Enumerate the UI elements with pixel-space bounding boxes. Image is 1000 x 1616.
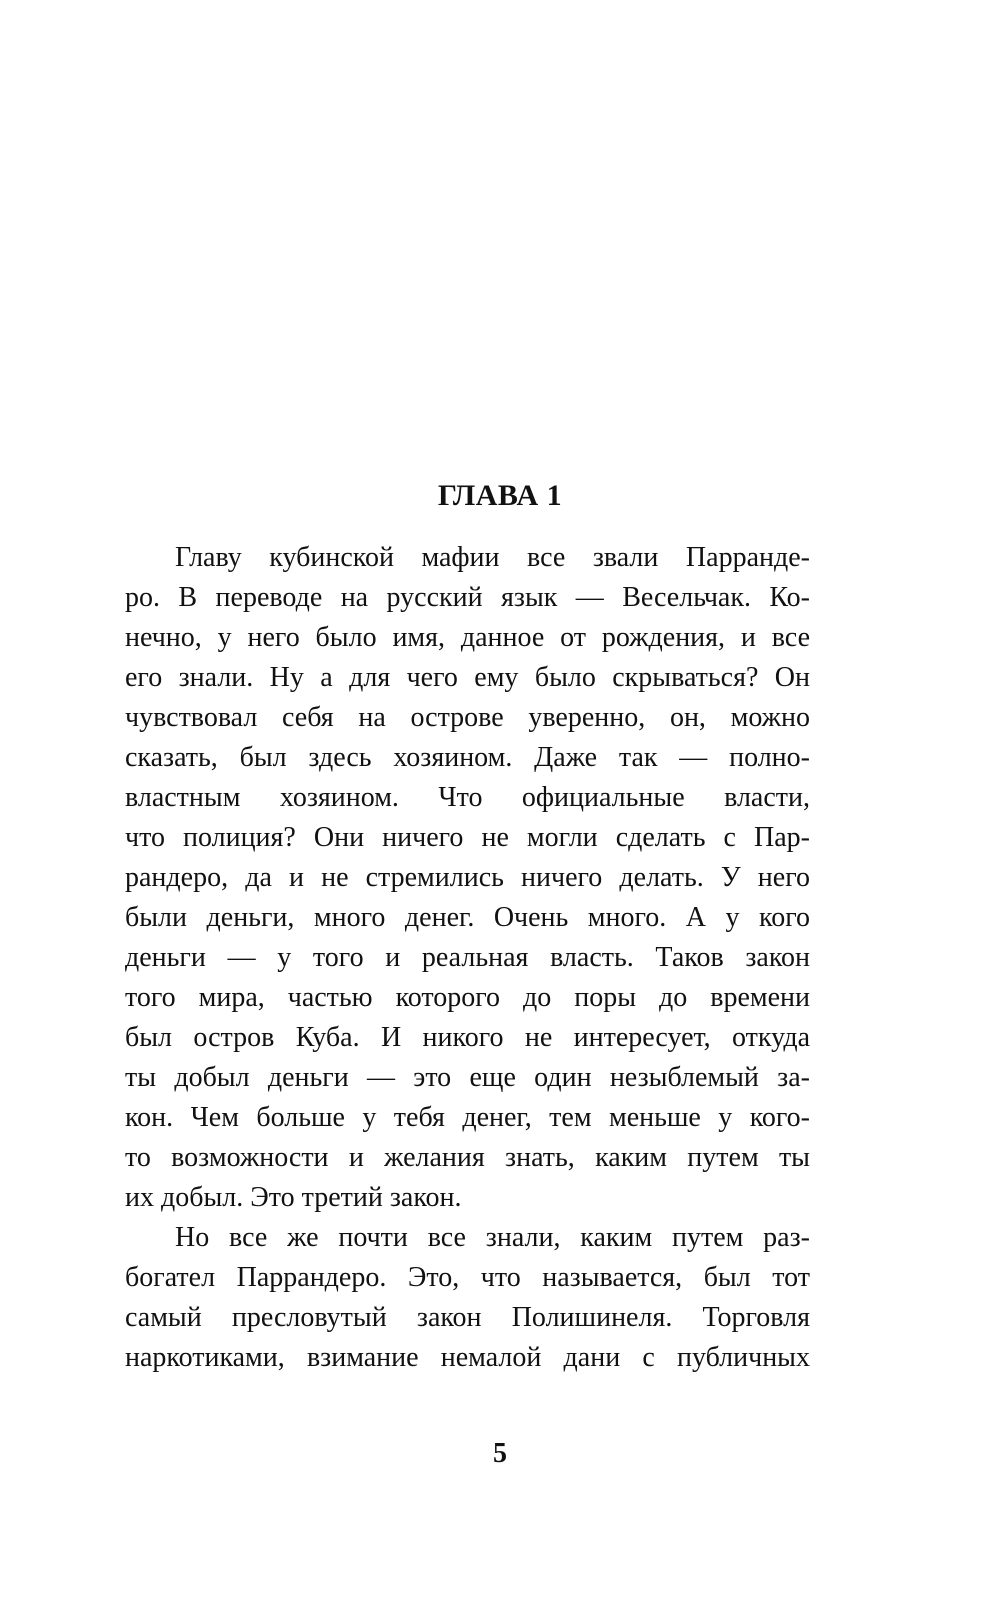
text-line: богател Паррандеро. Это, что называется, был тот	[125, 1262, 810, 1293]
text-line: ро. В переводе на русский язык — Весельчак. Ко-	[125, 582, 810, 613]
text-line: чувствовал себя на острове уверенно, он, можно	[125, 702, 810, 733]
text-line: нечно, у него было имя, данное от рождения, и все	[125, 622, 810, 653]
text-line: наркотиками, взимание немалой дани с публичных	[125, 1342, 810, 1373]
text-line: его знали. Ну а для чего ему было скрываться? Он	[125, 662, 810, 693]
text-line: Но все же почти все знали, каким путем раз-	[175, 1222, 810, 1253]
text-line: кон. Чем больше у тебя денег, тем меньше у кого-	[125, 1102, 810, 1133]
page-number: 5	[493, 1438, 507, 1469]
text-line: самый пресловутый закон Полишинеля. Торговля	[125, 1302, 810, 1333]
text-line: что полиция? Они ничего не могли сделать с Пар-	[125, 822, 810, 853]
text-line: был остров Куба. И никого не интересует, откуда	[125, 1022, 810, 1053]
text-line: властным хозяином. Что официальные власти,	[125, 782, 810, 813]
text-line: деньги — у того и реальная власть. Таков закон	[125, 942, 810, 973]
text-line: Главу кубинской мафии все звали Парранде-	[175, 542, 810, 573]
text-line: то возможности и желания знать, каким путем ты	[125, 1142, 810, 1173]
text-line: сказать, был здесь хозяином. Даже так — полно-	[125, 742, 810, 773]
chapter-title: ГЛАВА 1	[437, 479, 563, 512]
text-line: их добыл. Это третий закон.	[125, 1182, 462, 1213]
text-line: были деньги, много денег. Очень много. А у кого	[125, 902, 810, 933]
text-line: ты добыл деньги — это еще один незыблемый за-	[125, 1062, 810, 1093]
text-line: рандеро, да и не стремились ничего делать. У него	[125, 862, 810, 893]
text-line: того мира, частью которого до поры до времени	[125, 982, 810, 1013]
